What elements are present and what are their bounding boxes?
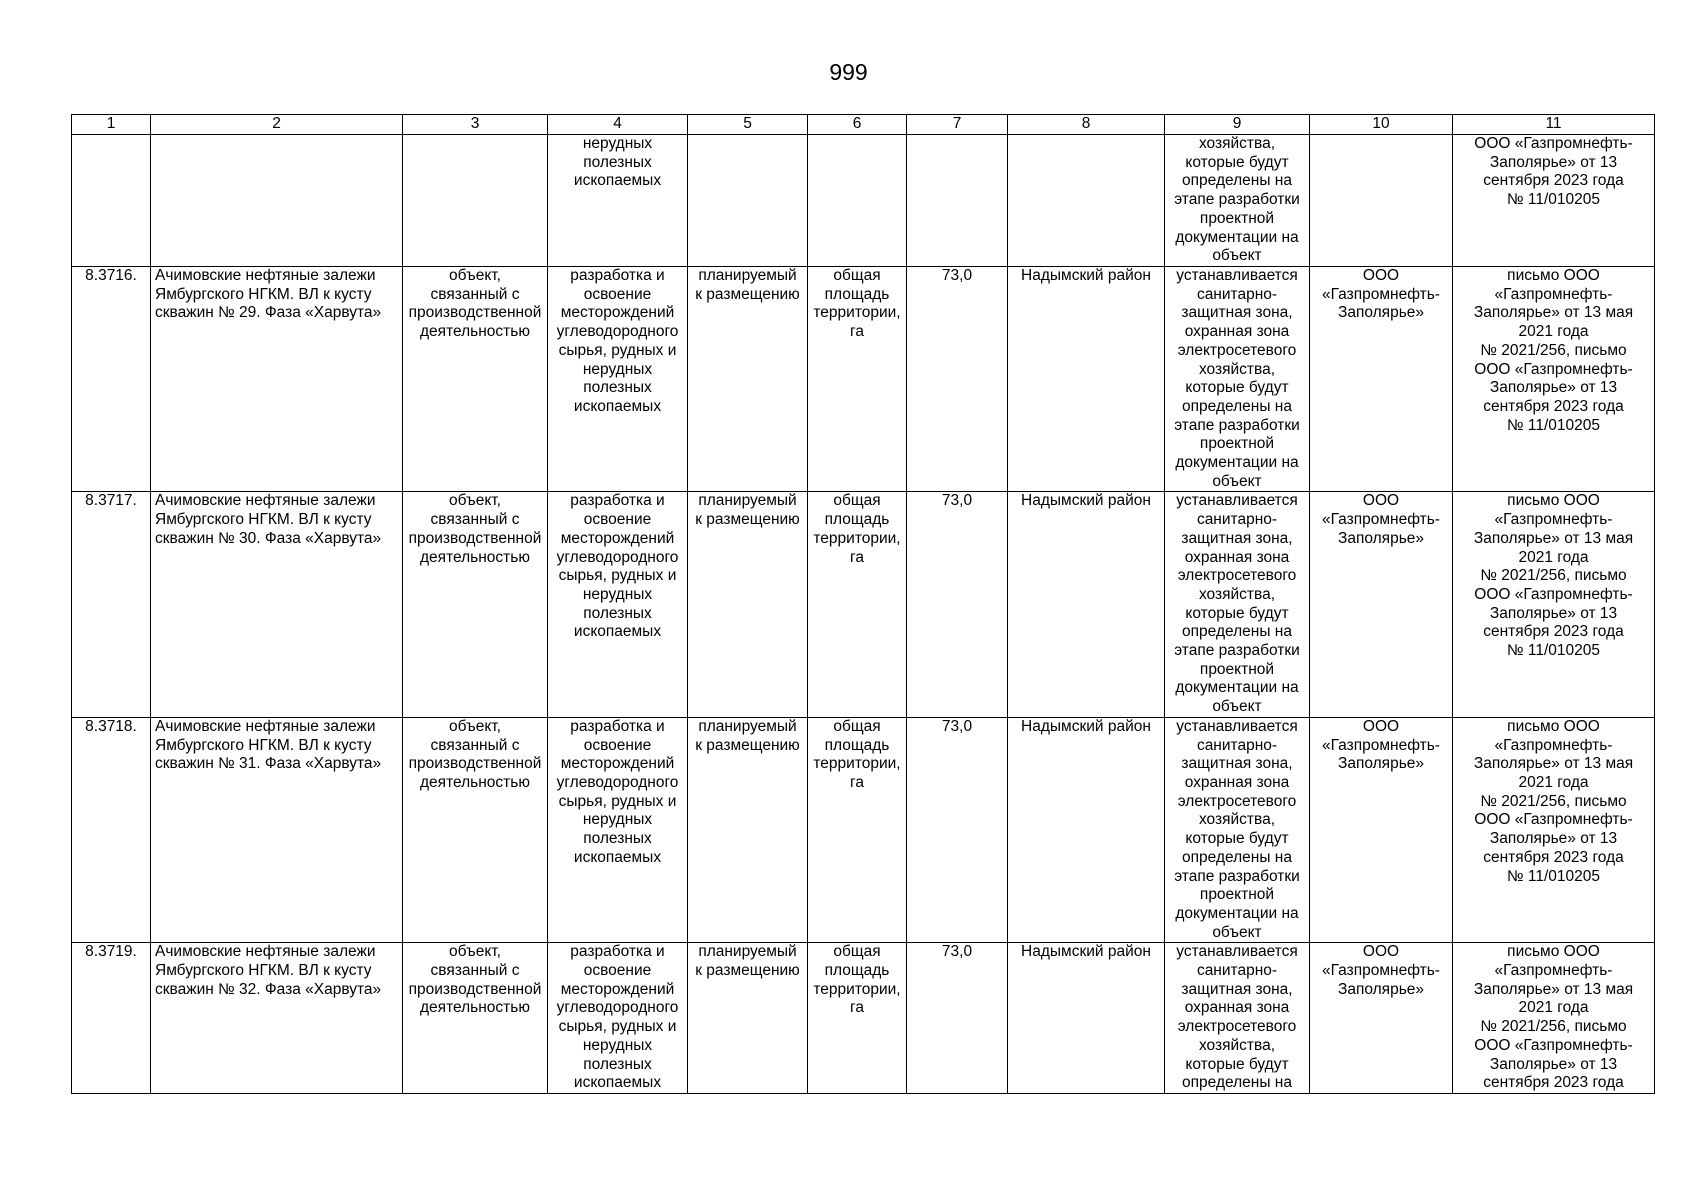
cell-org: ООО «Газпромнефть- Заполярье» [1310,717,1453,942]
cell-basis: ООО «Газпромнефть- Заполярье» от 13 сентября 2023 года № 11/010205 [1453,135,1655,267]
table-row [72,267,1655,492]
table-row [72,492,1655,717]
cell-org: ООО «Газпромнефть- Заполярье» [1310,267,1453,492]
cell-basis: письмо ООО «Газпромнефть- Заполярье» от 13 мая 2021 года № 2021/256, письмо ООО «Газпромнефть- Заполярье» от 13 сентября 2023 года № 11/010205 [1453,717,1655,942]
cell-type: объект, связанный с производственной деятельностью [403,943,548,1094]
column-header: 9 [1165,115,1310,135]
cell-purpose: разработка и освоение месторождений углеводородного сырья, рудных и нерудных полезных ископаемых [548,267,688,492]
cell-zone: устанавливается санитарно- защитная зона, охранная зона электросетевого хозяйства, которые будут определены на [1165,943,1310,1094]
cell-purpose: разработка и освоение месторождений углеводородного сырья, рудных и нерудных полезных ископаемых [548,943,688,1094]
cell-purpose: разработка и освоение месторождений углеводородного сырья, рудных и нерудных полезных ископаемых [548,492,688,717]
cell-type: объект, связанный с производственной деятельностью [403,492,548,717]
cell-num: 8.3718. [72,717,151,942]
registry-table [71,114,1655,1094]
column-header: 3 [403,115,548,135]
cell-org [1310,135,1453,267]
column-header: 2 [151,115,403,135]
cell-zone: устанавливается санитарно- защитная зона, охранная зона электросетевого хозяйства, которые будут определены на этапе разработки проектной документации на объект [1165,492,1310,717]
cell-name: Ачимовские нефтяные залежи Ямбургского НГКМ. ВЛ к кусту скважин № 29. Фаза «Харвута» [151,267,403,492]
cell-org: ООО «Газпромнефть- Заполярье» [1310,943,1453,1094]
cell-status: планируемый к размещению [688,267,808,492]
cell-value: 73,0 [907,492,1008,717]
cell-characteristic: общая площадь территории, га [808,943,907,1094]
column-header: 11 [1453,115,1655,135]
cell-name [151,135,403,267]
continuation-row [72,135,1655,267]
cell-value: 73,0 [907,943,1008,1094]
column-header: 5 [688,115,808,135]
cell-characteristic: общая площадь территории, га [808,492,907,717]
cell-value: 73,0 [907,267,1008,492]
column-header: 4 [548,115,688,135]
header-row [72,115,1655,135]
cell-status: планируемый к размещению [688,492,808,717]
cell-type: объект, связанный с производственной деятельностью [403,717,548,942]
page-number: 999 [829,59,868,85]
cell-num: 8.3719. [72,943,151,1094]
cell-value: 73,0 [907,717,1008,942]
column-header: 6 [808,115,907,135]
cell-purpose: нерудных полезных ископаемых [548,135,688,267]
cell-purpose: разработка и освоение месторождений углеводородного сырья, рудных и нерудных полезных ископаемых [548,717,688,942]
cell-name: Ачимовские нефтяные залежи Ямбургского НГКМ. ВЛ к кусту скважин № 30. Фаза «Харвута» [151,492,403,717]
cell-zone: устанавливается санитарно- защитная зона, охранная зона электросетевого хозяйства, которые будут определены на этапе разработки проектной документации на объект [1165,717,1310,942]
cell-zone: хозяйства, которые будут определены на этапе разработки проектной документации на объект [1165,135,1310,267]
cell-name: Ачимовские нефтяные залежи Ямбургского НГКМ. ВЛ к кусту скважин № 31. Фаза «Харвута» [151,717,403,942]
cell-characteristic: общая площадь территории, га [808,267,907,492]
cell-basis: письмо ООО «Газпромнефть- Заполярье» от 13 мая 2021 года № 2021/256, письмо ООО «Газпромнефть- Заполярье» от 13 сентября 2023 года № 11/010205 [1453,267,1655,492]
cell-location: Надымский район [1008,717,1165,942]
cell-num: 8.3716. [72,267,151,492]
cell-basis: письмо ООО «Газпромнефть- Заполярье» от 13 мая 2021 года № 2021/256, письмо ООО «Газпромнефть- Заполярье» от 13 сентября 2023 года № 11/010205 [1453,492,1655,717]
cell-status [688,135,808,267]
column-header: 10 [1310,115,1453,135]
cell-characteristic: общая площадь территории, га [808,717,907,942]
cell-status: планируемый к размещению [688,717,808,942]
cell-basis: письмо ООО «Газпромнефть- Заполярье» от 13 мая 2021 года № 2021/256, письмо ООО «Газпромнефть- Заполярье» от 13 сентября 2023 года [1453,943,1655,1094]
cell-location: Надымский район [1008,943,1165,1094]
table-row [72,717,1655,942]
cell-location [1008,135,1165,267]
cell-type [403,135,548,267]
cell-zone: устанавливается санитарно- защитная зона, охранная зона электросетевого хозяйства, которые будут определены на этапе разработки проектной документации на объект [1165,267,1310,492]
column-header: 7 [907,115,1008,135]
cell-location: Надымский район [1008,267,1165,492]
cell-num [72,135,151,267]
column-header: 1 [72,115,151,135]
cell-type: объект, связанный с производственной деятельностью [403,267,548,492]
cell-status: планируемый к размещению [688,943,808,1094]
column-header: 8 [1008,115,1165,135]
cell-characteristic [808,135,907,267]
table-row [72,943,1655,1094]
cell-num: 8.3717. [72,492,151,717]
cell-name: Ачимовские нефтяные залежи Ямбургского НГКМ. ВЛ к кусту скважин № 32. Фаза «Харвута» [151,943,403,1094]
cell-org: ООО «Газпромнефть- Заполярье» [1310,492,1453,717]
cell-location: Надымский район [1008,492,1165,717]
cell-value [907,135,1008,267]
